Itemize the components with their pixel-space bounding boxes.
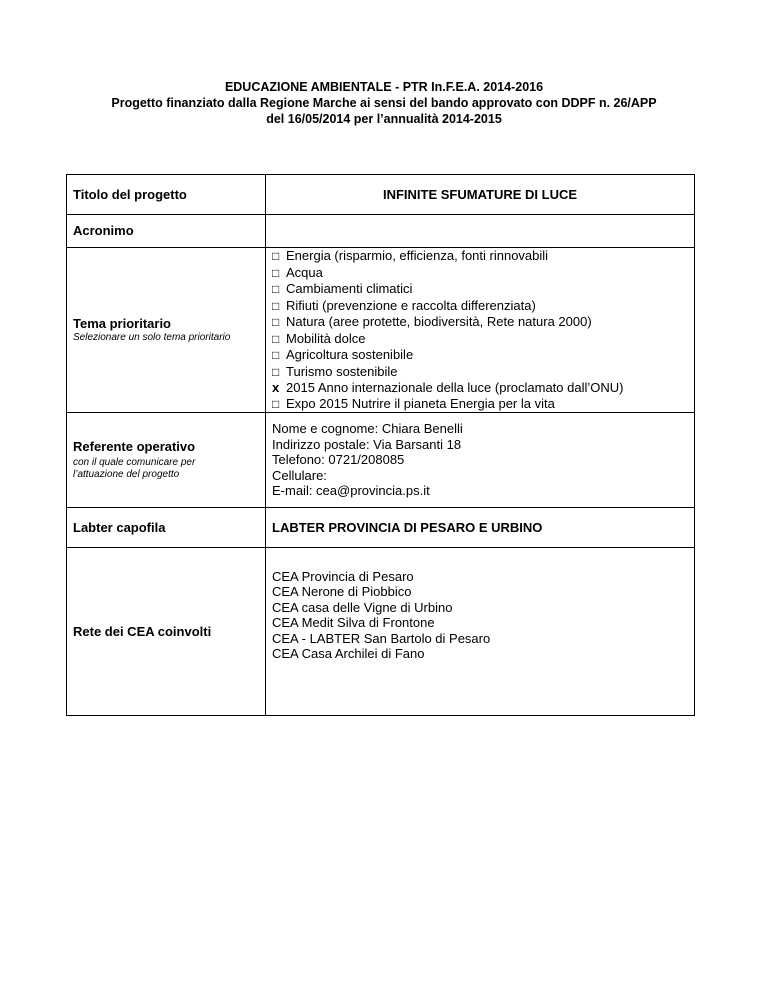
tema-option-text: Acqua	[286, 264, 323, 280]
tema-option-selected	[272, 380, 688, 396]
label-titolo: Titolo del progetto	[73, 186, 187, 202]
tema-option-text: Natura (aree protette, biodiversità, Rete natura 2000)	[286, 314, 592, 329]
document-header	[0, 79, 768, 127]
sublabel-referente-line-2: l’attuazione del progetto	[73, 468, 180, 480]
row-rete	[67, 548, 695, 716]
tema-option	[272, 396, 688, 413]
referente-address: Indirizzo postale: Via Barsanti 18	[272, 436, 462, 452]
cell-rete-label	[67, 548, 266, 716]
value-titolo: INFINITE SFUMATURE DI LUCE	[382, 186, 578, 202]
tema-option-text: Expo 2015 Nutrire il pianeta Energia per la vita	[286, 395, 555, 411]
referente-phone: Telefono: 0721/208085	[272, 452, 405, 468]
tema-option	[272, 364, 688, 381]
tema-option	[272, 248, 688, 265]
checkbox-icon: □	[272, 282, 280, 296]
tema-option	[272, 298, 688, 315]
list-item: CEA - LABTER San Bartolo di Pesaro	[272, 630, 491, 646]
sublabel-tema: Selezionare un solo tema prioritario	[73, 331, 231, 343]
tema-option-text: Energia (risparmio, efficienza, fonti rinnovabili	[286, 248, 549, 263]
label-labter: Labter capofila	[73, 519, 166, 535]
cell-acronimo-label	[67, 215, 266, 248]
cell-referente-value	[266, 413, 695, 508]
tema-option-text: 2015 Anno internazionale della luce (proclamato dall’ONU)	[286, 380, 624, 395]
checkbox-icon: □	[272, 298, 280, 313]
header-line-1: EDUCAZIONE AMBIENTALE - PTR In.F.E.A. 2014-2016	[224, 80, 544, 94]
sublabel-referente-line-1: con il quale comunicare per	[73, 456, 196, 468]
checkbox-icon: □	[272, 315, 280, 329]
checkbox-icon: □	[272, 348, 280, 362]
tema-option-text: Turismo sostenibile	[286, 363, 398, 379]
rete-list	[272, 569, 688, 662]
tema-option	[272, 331, 688, 348]
tema-option-text: Rifiuti (prevenzione e raccolta differenziata)	[286, 297, 536, 313]
row-titolo	[67, 175, 695, 215]
tema-option	[272, 314, 688, 331]
referente-mobile: Cellulare:	[272, 467, 327, 483]
tema-option	[272, 347, 688, 364]
row-referente	[67, 413, 695, 508]
checkbox-icon: □	[272, 265, 280, 280]
project-form-table	[66, 174, 695, 716]
tema-option	[272, 265, 688, 282]
list-item: CEA Casa Archilei di Fano	[272, 646, 425, 661]
cell-tema-label	[67, 248, 266, 413]
value-labter: LABTER PROVINCIA DI PESARO E URBINO	[272, 519, 543, 535]
header-line-2: Progetto finanziato dalla Regione Marche ai sensi del bando approvato con DDPF n. 26/APP	[111, 96, 657, 110]
tema-option-text: Agricoltura sostenibile	[286, 347, 414, 362]
checkbox-icon: □	[272, 249, 280, 263]
cell-titolo-label	[67, 175, 266, 215]
checkbox-icon: □	[272, 364, 280, 379]
checkbox-icon: □	[272, 396, 280, 411]
cell-referente-label	[67, 413, 266, 508]
tema-option-text: Cambiamenti climatici	[286, 281, 413, 296]
cell-labter-label	[67, 508, 266, 548]
tema-option-text: Mobilità dolce	[286, 330, 366, 346]
cell-tema-options	[266, 248, 695, 413]
referente-email: E-mail: cea@provincia.ps.it	[272, 483, 430, 499]
sublabel-referente	[73, 457, 259, 481]
tema-option	[272, 281, 688, 298]
checkbox-icon: □	[272, 331, 280, 346]
label-rete: Rete dei CEA coinvolti	[73, 623, 212, 639]
cell-rete-value	[266, 548, 695, 716]
label-acronimo: Acronimo	[73, 223, 134, 239]
header-line-3: del 16/05/2014 per l’annualità 2014-2015	[266, 112, 502, 126]
label-referente: Referente operativo	[73, 439, 196, 455]
list-item: CEA Provincia di Pesaro	[272, 568, 414, 584]
checked-mark-icon: x	[272, 380, 280, 395]
cell-labter-value	[266, 508, 695, 548]
list-item: CEA Medit Silva di Frontone	[272, 615, 435, 630]
row-acronimo	[67, 215, 695, 248]
label-tema: Tema prioritario	[73, 316, 172, 332]
referente-name: Nome e cognome: Chiara Benelli	[272, 421, 463, 437]
list-item: CEA casa delle Vigne di Urbino	[272, 599, 453, 615]
list-item: CEA Nerone di Piobbico	[272, 584, 412, 599]
cell-acronimo-value	[266, 215, 695, 248]
cell-titolo-value	[266, 175, 695, 215]
row-labter	[67, 508, 695, 548]
row-tema	[67, 248, 695, 413]
